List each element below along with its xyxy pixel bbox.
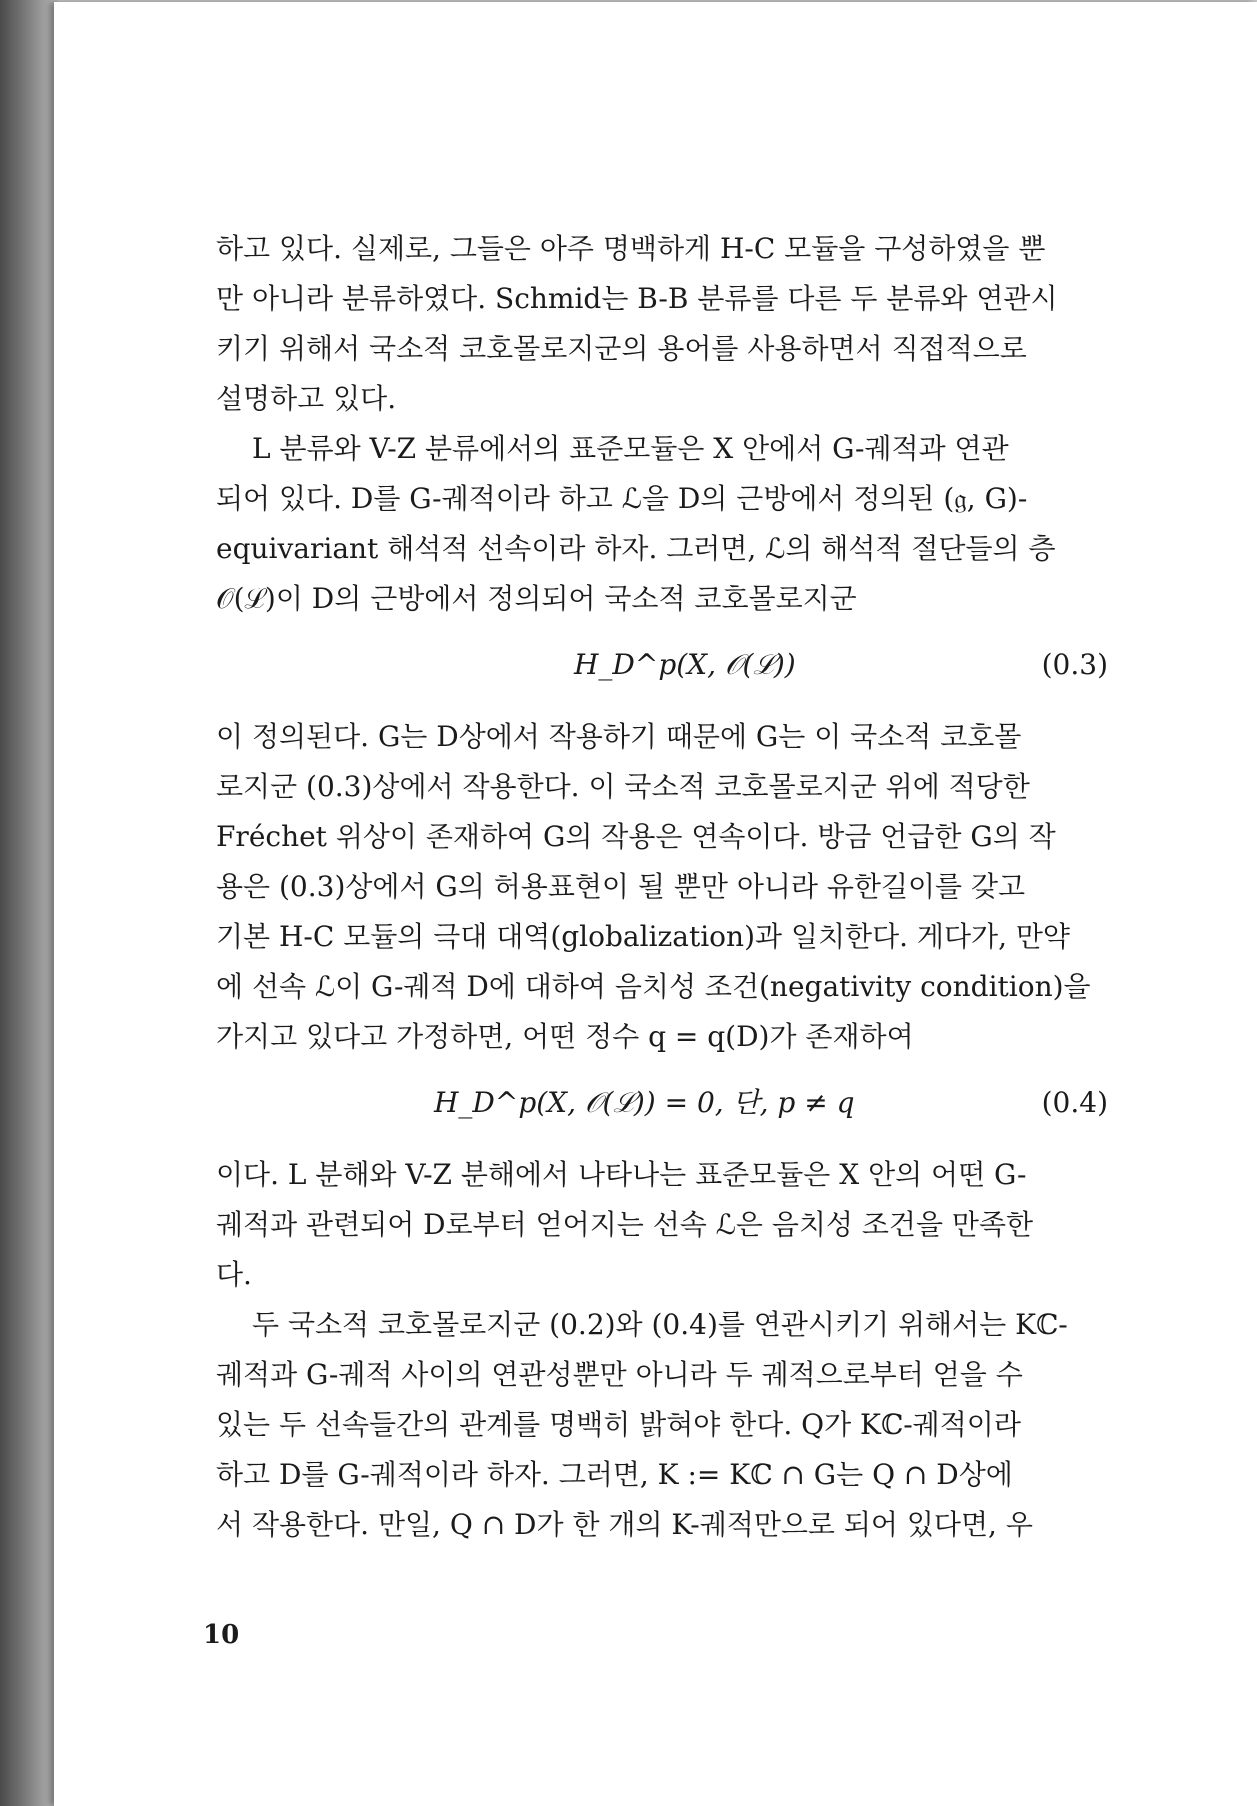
text-line: 용은 (0.3)상에서 G의 허용표현이 될 뿐만 아니라 유한길이를 갖고 xyxy=(216,870,1026,903)
text-line: 로지군 (0.3)상에서 작용한다. 이 국소적 코호몰로지군 위에 적당한 xyxy=(216,770,1030,803)
text-line: 에 선속 ℒ이 G-궤적 D에 대하여 음치성 조건(negativity condition)을 xyxy=(216,970,1091,1003)
text-line: 두 국소적 코호몰로지군 (0.2)와 (0.4)를 연관시키기 위해서는 Kℂ- xyxy=(252,1308,1068,1341)
equation-expression: H_D^p(X, 𝒪(ℒ)) xyxy=(574,648,796,681)
text-line: 다. xyxy=(216,1258,252,1291)
page-number: 10 xyxy=(203,1620,240,1650)
text-line: 하고 있다. 실제로, 그들은 아주 명백하게 H-C 모듈을 구성하였을 뿐 xyxy=(216,232,1046,265)
book-spine-shadow xyxy=(0,0,58,1806)
text-line: Fréchet 위상이 존재하여 G의 작용은 연속이다. 방금 언급한 G의 작 xyxy=(216,820,1056,853)
text-line: 서 작용한다. 만일, Q ∩ D가 한 개의 K-궤적만으로 되어 있다면, 우 xyxy=(216,1508,1033,1541)
text-line: 만 아니라 분류하였다. Schmid는 B-B 분류를 다른 두 분류와 연관시 xyxy=(216,282,1058,315)
text-line: 설명하고 있다. xyxy=(216,382,397,415)
equation-0-4 xyxy=(216,1078,1108,1128)
equation-expression: H_D^p(X, 𝒪(ℒ)) = 0, 단, p ≠ q xyxy=(434,1086,855,1119)
text-line: 𝒪(ℒ)이 D의 근방에서 정의되어 국소적 코호몰로지군 xyxy=(216,582,857,615)
text-line: 기본 H-C 모듈의 극대 대역(globalization)과 일치한다. 게다가, 만약 xyxy=(216,920,1070,953)
text-line: L 분류와 V-Z 분류에서의 표준모듈은 X 안에서 G-궤적과 연관 xyxy=(252,432,1009,465)
equation-number: (0.4) xyxy=(1041,1086,1108,1119)
text-line: equivariant 해석적 선속이라 하자. 그러면, ℒ의 해석적 절단들의 층 xyxy=(216,532,1056,565)
text-line: 궤적과 관련되어 D로부터 얻어지는 선속 ℒ은 음치성 조건을 만족한 xyxy=(216,1208,1034,1241)
text-line: 키기 위해서 국소적 코호몰로지군의 용어를 사용하면서 직접적으로 xyxy=(216,332,1027,365)
text-line: 궤적과 G-궤적 사이의 연관성뿐만 아니라 두 궤적으로부터 얻을 수 xyxy=(216,1358,1023,1391)
text-line: 가지고 있다고 가정하면, 어떤 정수 q = q(D)가 존재하여 xyxy=(216,1020,914,1053)
equation-number: (0.3) xyxy=(1041,648,1108,681)
paragraph-4 xyxy=(216,1150,1108,1300)
text-line: 되어 있다. D를 G-궤적이라 하고 ℒ을 D의 근방에서 정의된 (𝔤, G)- xyxy=(216,482,1028,515)
paragraph-3 xyxy=(216,712,1108,1062)
paragraph-2 xyxy=(216,424,1108,624)
text-line: 하고 D를 G-궤적이라 하자. 그러면, K := Kℂ ∩ G는 Q ∩ D상에 xyxy=(216,1458,1013,1491)
page-body xyxy=(216,224,1108,1550)
text-line: 있는 두 선속들간의 관계를 명백히 밝혀야 한다. Q가 Kℂ-궤적이라 xyxy=(216,1408,1021,1441)
equation-0-3 xyxy=(216,640,1108,690)
text-line: 이다. L 분해와 V-Z 분해에서 나타나는 표준모듈은 X 안의 어떤 G- xyxy=(216,1158,1027,1191)
paragraph-1 xyxy=(216,224,1108,424)
paragraph-5 xyxy=(216,1300,1108,1550)
text-line: 이 정의된다. G는 D상에서 작용하기 때문에 G는 이 국소적 코호몰 xyxy=(216,720,1022,753)
